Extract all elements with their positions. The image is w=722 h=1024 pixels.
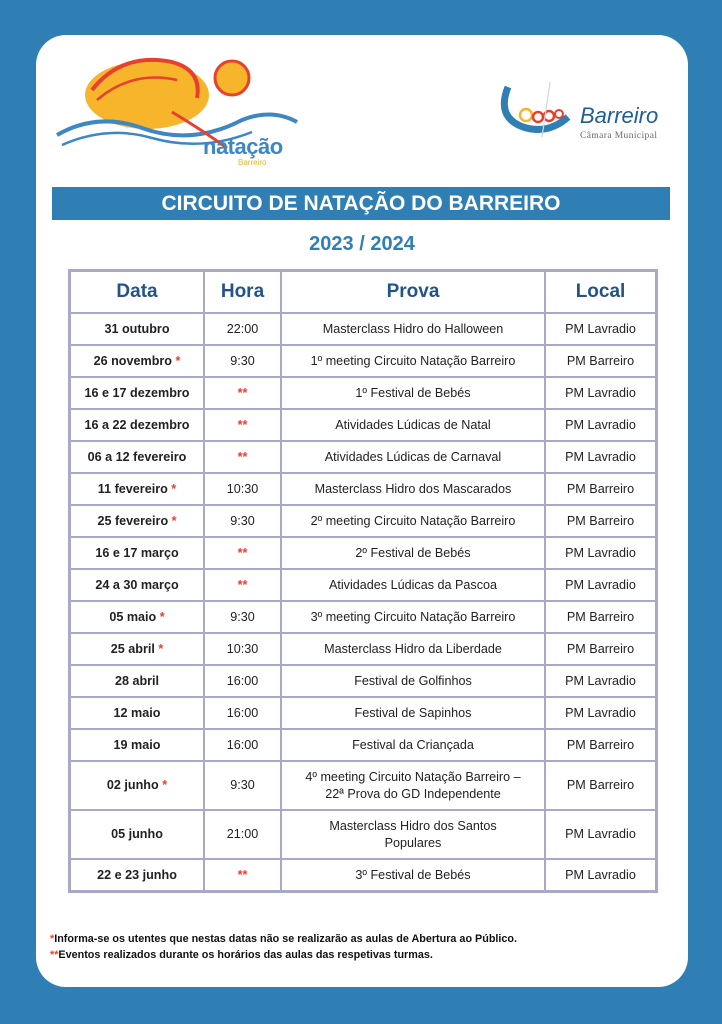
table-row bbox=[70, 473, 656, 505]
event-text-line2: 22ª Prova do GD Independente bbox=[325, 786, 501, 801]
cell-date bbox=[70, 810, 204, 859]
time-text: 9:30 bbox=[230, 778, 255, 792]
cell-place bbox=[545, 345, 656, 377]
place-text: PM Lavradio bbox=[565, 867, 636, 882]
cell-time bbox=[204, 473, 281, 505]
place-text: PM Lavradio bbox=[565, 321, 636, 336]
time-text: 21:00 bbox=[226, 827, 259, 841]
event-text: Festival da Criançada bbox=[352, 737, 474, 752]
cell-place bbox=[545, 729, 656, 761]
logo-subword: Barreiro bbox=[238, 158, 267, 167]
cell-date bbox=[70, 665, 204, 697]
cell-event bbox=[281, 859, 545, 891]
place-text: PM Lavradio bbox=[565, 577, 636, 592]
date-text: 05 maio bbox=[109, 609, 157, 624]
cell-event bbox=[281, 505, 545, 537]
table-row bbox=[70, 345, 656, 377]
cell-time bbox=[204, 697, 281, 729]
date-text: 26 novembro bbox=[93, 353, 172, 368]
date-text: 22 e 23 junho bbox=[97, 867, 177, 882]
place-text: PM Barreiro bbox=[566, 778, 635, 792]
cell-time bbox=[204, 729, 281, 761]
cell-event bbox=[281, 569, 545, 601]
cell-place bbox=[545, 473, 656, 505]
event-text: 3º meeting Circuito Natação Barreiro bbox=[310, 609, 516, 624]
cell-place bbox=[545, 505, 656, 537]
cell-date bbox=[70, 537, 204, 569]
cell-date bbox=[70, 633, 204, 665]
cell-event bbox=[281, 601, 545, 633]
cell-date bbox=[70, 473, 204, 505]
table-row bbox=[70, 569, 656, 601]
cell-time bbox=[204, 569, 281, 601]
event-text: 1º meeting Circuito Natação Barreiro bbox=[310, 353, 516, 368]
cell-time bbox=[204, 409, 281, 441]
cell-time bbox=[204, 345, 281, 377]
cell-time bbox=[204, 505, 281, 537]
time-text: 16:00 bbox=[226, 737, 259, 752]
cell-place bbox=[545, 761, 656, 810]
cell-time bbox=[204, 377, 281, 409]
cell-time bbox=[204, 441, 281, 473]
cell-date bbox=[70, 761, 204, 810]
cell-time bbox=[204, 665, 281, 697]
table-row bbox=[70, 859, 656, 891]
page-title: CIRCUITO DE NATAÇÃO DO BARREIRO bbox=[52, 187, 670, 220]
table-row bbox=[70, 633, 656, 665]
date-text: 19 maio bbox=[113, 737, 161, 752]
cell-event bbox=[281, 377, 545, 409]
cell-date bbox=[70, 377, 204, 409]
date-text: 12 maio bbox=[113, 705, 161, 720]
event-text: Masterclass Hidro da Liberdade bbox=[324, 641, 502, 656]
event-text: 3º Festival de Bebés bbox=[355, 867, 471, 882]
cell-date bbox=[70, 313, 204, 345]
date-text: 11 fevereiro bbox=[97, 481, 168, 496]
time-text: ** bbox=[237, 545, 248, 560]
cell-date bbox=[70, 409, 204, 441]
cell-place bbox=[545, 441, 656, 473]
event-text: Atividades Lúdicas de Natal bbox=[335, 417, 491, 432]
date-text: 25 abril bbox=[110, 641, 155, 656]
table-row bbox=[70, 377, 656, 409]
column-header-place: Local bbox=[545, 271, 656, 313]
event-text: 2º meeting Circuito Natação Barreiro bbox=[310, 513, 516, 528]
cell-place bbox=[545, 409, 656, 441]
footnote-text: Eventos realizados durante os horários das aulas das respetivas turmas. bbox=[58, 949, 433, 961]
time-text: ** bbox=[237, 385, 248, 400]
cell-event bbox=[281, 473, 545, 505]
logo-name: Barreiro bbox=[580, 103, 659, 128]
footnote bbox=[50, 947, 517, 963]
footnote-mark: ** bbox=[50, 949, 59, 961]
table-row bbox=[70, 810, 656, 859]
cell-event bbox=[281, 633, 545, 665]
schedule-table bbox=[68, 269, 658, 893]
time-text: 16:00 bbox=[226, 673, 259, 688]
cell-event bbox=[281, 345, 545, 377]
time-text: ** bbox=[237, 867, 248, 882]
event-text-line2: Populares bbox=[384, 835, 442, 850]
cell-event bbox=[281, 409, 545, 441]
event-text: 4º meeting Circuito Natação Barreiro – bbox=[305, 769, 521, 784]
place-text: PM Lavradio bbox=[565, 449, 636, 464]
cell-time bbox=[204, 761, 281, 810]
date-text: 16 e 17 dezembro bbox=[84, 385, 190, 400]
table-row bbox=[70, 505, 656, 537]
cell-date bbox=[70, 345, 204, 377]
place-text: PM Barreiro bbox=[566, 737, 635, 752]
cell-event bbox=[281, 537, 545, 569]
place-text: PM Lavradio bbox=[565, 545, 636, 560]
asterisk-mark: * bbox=[171, 481, 177, 496]
cell-event bbox=[281, 313, 545, 345]
cell-event bbox=[281, 665, 545, 697]
date-text: 06 a 12 fevereiro bbox=[87, 449, 187, 464]
cell-date bbox=[70, 601, 204, 633]
time-text: ** bbox=[237, 449, 248, 464]
column-header-time: Hora bbox=[204, 271, 281, 313]
place-text: PM Lavradio bbox=[565, 673, 636, 688]
cell-date bbox=[70, 859, 204, 891]
footnotes bbox=[50, 931, 517, 963]
event-text: Masterclass Hidro dos Santos bbox=[329, 818, 497, 833]
asterisk-mark: * bbox=[175, 353, 181, 368]
date-text: 05 junho bbox=[111, 827, 163, 841]
cell-date bbox=[70, 505, 204, 537]
place-text: PM Barreiro bbox=[566, 609, 635, 624]
event-text: Masterclass Hidro dos Mascarados bbox=[314, 481, 512, 496]
footnote-text: Informa-se os utentes que nestas datas não se realizarão as aulas de Abertura ao Público. bbox=[54, 933, 518, 945]
cell-place bbox=[545, 537, 656, 569]
footnote bbox=[50, 931, 517, 947]
date-text: 31 outubro bbox=[104, 321, 170, 336]
cell-date bbox=[70, 729, 204, 761]
date-text: 24 a 30 março bbox=[95, 577, 179, 592]
table-row bbox=[70, 729, 656, 761]
cell-time bbox=[204, 601, 281, 633]
event-text: Festival de Golfinhos bbox=[354, 673, 472, 688]
season-label: 2023 / 2024 bbox=[309, 233, 415, 255]
column-header-date: Data bbox=[70, 271, 204, 313]
date-text: 25 fevereiro bbox=[97, 513, 169, 528]
cell-place bbox=[545, 601, 656, 633]
place-text: PM Lavradio bbox=[565, 705, 636, 720]
time-text: 22:00 bbox=[226, 321, 259, 336]
asterisk-mark: * bbox=[158, 641, 164, 656]
time-text: 9:30 bbox=[230, 353, 255, 368]
place-text: PM Barreiro bbox=[566, 481, 635, 496]
poster-card bbox=[36, 35, 688, 987]
event-text: Atividades Lúdicas de Carnaval bbox=[324, 449, 502, 464]
event-text: 2º Festival de Bebés bbox=[355, 545, 471, 560]
table-row bbox=[70, 697, 656, 729]
table-row bbox=[70, 441, 656, 473]
table-row bbox=[70, 601, 656, 633]
cell-time bbox=[204, 537, 281, 569]
place-text: PM Barreiro bbox=[566, 353, 635, 368]
place-text: PM Lavradio bbox=[565, 417, 636, 432]
event-text: Atividades Lúdicas da Pascoa bbox=[328, 577, 498, 592]
cell-place bbox=[545, 810, 656, 859]
footnote-mark: * bbox=[50, 933, 55, 945]
time-text: 9:30 bbox=[230, 513, 255, 528]
date-text: 02 junho bbox=[106, 778, 159, 792]
cell-date bbox=[70, 697, 204, 729]
event-text: Festival de Sapinhos bbox=[354, 705, 472, 720]
cell-place bbox=[545, 377, 656, 409]
event-text: Masterclass Hidro do Halloween bbox=[322, 321, 504, 336]
table-row bbox=[70, 313, 656, 345]
cell-event bbox=[281, 441, 545, 473]
event-text: 1º Festival de Bebés bbox=[355, 385, 471, 400]
natacao-logo bbox=[52, 50, 302, 175]
cell-time bbox=[204, 810, 281, 859]
table-row bbox=[70, 761, 656, 810]
asterisk-mark: * bbox=[171, 513, 177, 528]
date-text: 16 a 22 dezembro bbox=[84, 417, 190, 432]
cell-place bbox=[545, 665, 656, 697]
table-row bbox=[70, 537, 656, 569]
place-text: PM Lavradio bbox=[565, 827, 636, 841]
place-text: PM Barreiro bbox=[566, 641, 635, 656]
cell-time bbox=[204, 313, 281, 345]
time-text: 9:30 bbox=[230, 609, 255, 624]
time-text: 10:30 bbox=[226, 481, 259, 496]
cell-place bbox=[545, 697, 656, 729]
column-header-event: Prova bbox=[281, 271, 545, 313]
cell-time bbox=[204, 633, 281, 665]
cell-date bbox=[70, 441, 204, 473]
cell-event bbox=[281, 761, 545, 810]
time-text: 10:30 bbox=[226, 641, 259, 656]
table-row bbox=[70, 409, 656, 441]
table-row bbox=[70, 665, 656, 697]
cell-place bbox=[545, 633, 656, 665]
place-text: PM Lavradio bbox=[565, 385, 636, 400]
place-text: PM Barreiro bbox=[566, 513, 635, 528]
cell-place bbox=[545, 313, 656, 345]
cell-event bbox=[281, 729, 545, 761]
time-text: 16:00 bbox=[226, 705, 259, 720]
asterisk-mark: * bbox=[159, 609, 165, 624]
cell-date bbox=[70, 569, 204, 601]
asterisk-mark: * bbox=[162, 778, 168, 792]
table-header-row bbox=[70, 271, 656, 313]
cell-place bbox=[545, 859, 656, 891]
cell-event bbox=[281, 810, 545, 859]
logo-subname: Câmara Municipal bbox=[580, 131, 658, 141]
barreiro-emblem-icon bbox=[498, 77, 578, 147]
time-text: ** bbox=[237, 417, 248, 432]
time-text: ** bbox=[237, 577, 248, 592]
cell-place bbox=[545, 569, 656, 601]
date-text: 16 e 17 março bbox=[95, 545, 179, 560]
logo-word: natação bbox=[203, 134, 283, 159]
cell-event bbox=[281, 697, 545, 729]
barreiro-logo bbox=[498, 77, 678, 147]
date-text: 28 abril bbox=[114, 673, 160, 688]
cell-time bbox=[204, 859, 281, 891]
